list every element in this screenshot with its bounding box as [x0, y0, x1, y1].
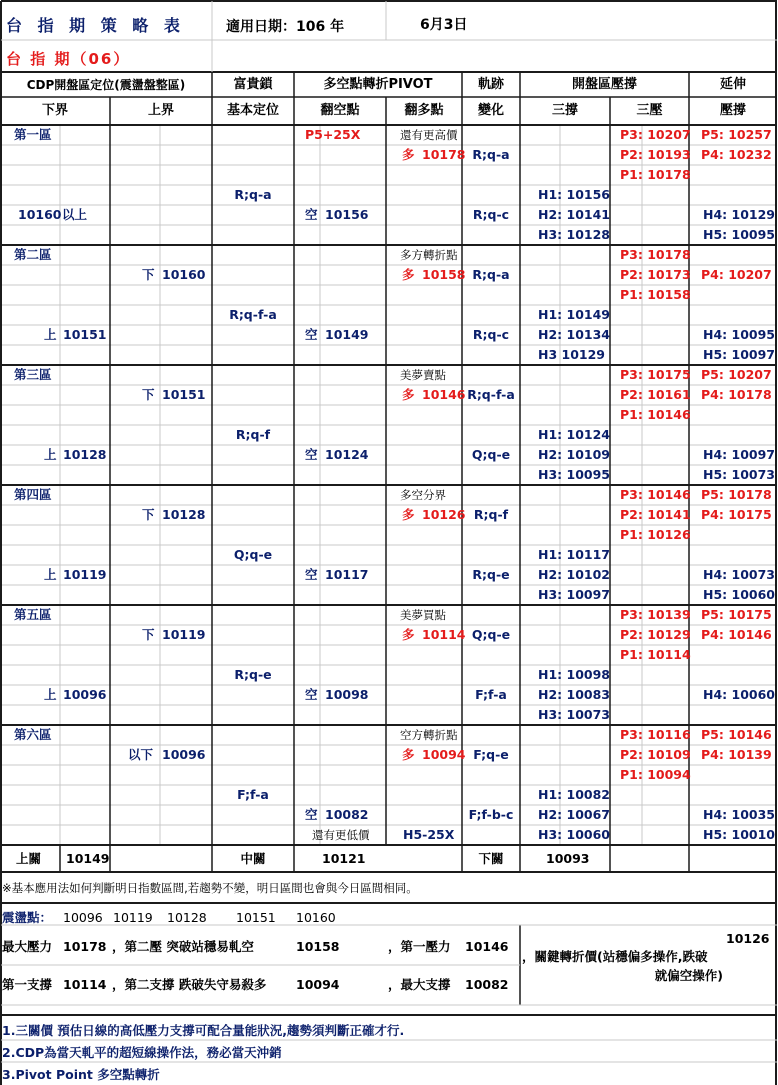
upper-gate-label: 上關 — [16, 851, 42, 866]
zone-lower-value: 10128 — [63, 447, 107, 462]
zone-track-2: R;q-c — [472, 207, 510, 222]
zone-extend-2: P4: 10139 — [701, 747, 772, 762]
zone-lower-note: 上 — [44, 447, 57, 462]
zone-resist-2: P2: 10109 — [620, 747, 691, 762]
zone-long-note: 還有更高價 — [400, 128, 458, 142]
long-mark-icon: 多 — [402, 507, 415, 522]
zone-resist-2: P2: 10173 — [620, 267, 691, 282]
zone-track-1: F;q-e — [473, 747, 509, 762]
zone-name: 第六區 — [14, 727, 52, 742]
footnote-1: 1.三關價 預估日線的高低壓力支撐可配合量能狀況,趨勢須判斷正確才行. — [2, 1023, 405, 1038]
zone-track-2: F;f-b-c — [468, 807, 514, 822]
long-mark-icon: 多 — [402, 387, 415, 402]
shock-value-2: 10119 — [113, 910, 153, 925]
zone-support-3: H3: 10097 — [538, 587, 610, 602]
zone-long-value: 10114 — [422, 627, 466, 642]
zone-track-1: R;q-f — [473, 507, 509, 522]
header-basic: 基本定位 — [226, 103, 279, 118]
date-label: 適用日期：106 年 — [226, 19, 345, 35]
first-resist-label: ，第一壓力 — [388, 939, 451, 954]
header-low: 下界 — [41, 103, 68, 118]
shock-value-3: 10128 — [167, 910, 207, 925]
zone-resist-1: P3: 10116 — [620, 727, 691, 742]
first-support-label: 第一支撐 — [2, 977, 53, 992]
zone-support-extend-2: H5: 10060 — [703, 587, 775, 602]
max-support-value: 10082 — [465, 977, 509, 992]
zone-pivot-note: P5+25X — [305, 127, 361, 142]
zone-support-1: H1: 10156 — [538, 187, 610, 202]
zone-name: 第二區 — [14, 247, 52, 262]
short-mark-icon: 空 — [305, 447, 318, 462]
zone-upper-note: 下 — [142, 267, 155, 282]
zone-resist-1: P3: 10139 — [620, 607, 691, 622]
zone-long-value: 10126 — [422, 507, 466, 522]
zone-support-2: H2: 10102 — [538, 567, 610, 582]
upper-gate-value: 10149 — [66, 851, 110, 866]
date-value: 6月3日 — [420, 17, 468, 33]
mid-gate-value: 10121 — [322, 851, 366, 866]
key-label-2: 就偏空操作) — [654, 968, 723, 983]
zone-upper-value: 10096 — [162, 747, 206, 762]
first-resist-value: 10146 — [465, 939, 509, 954]
zone-extend-2: P4: 10146 — [701, 627, 772, 642]
basic-note: ※基本應用法如何判斷明日指數區間,若趨勢不變，明日區間也會與今日區間相同。 — [2, 881, 418, 895]
zone-name: 第五區 — [14, 607, 52, 622]
page-title: 台 指 期 策 略 表 — [6, 16, 185, 35]
zone-basic: R;q-a — [234, 187, 272, 202]
header-pivot: 多空點轉折PIVOT — [323, 77, 433, 92]
zone-support-3: H3: 10060 — [538, 827, 610, 842]
zone-lower-value: 10096 — [63, 687, 107, 702]
zone-track-1: R;q-a — [472, 147, 510, 162]
zone-resist-3: P1: 10114 — [620, 647, 691, 662]
zone-pivot-note: 還有更低價 — [312, 828, 370, 842]
zone-track-1: Q;q-e — [471, 627, 511, 642]
zone-lower-note: 上 — [44, 687, 57, 702]
zone-support-extend-2: H5: 10097 — [703, 347, 775, 362]
zone-short-value: 10098 — [325, 687, 369, 702]
zone-extend-1: P5: 10257 — [701, 127, 772, 142]
zone-support-2: H2: 10141 — [538, 207, 610, 222]
zone-lower-value: 10151 — [63, 327, 107, 342]
zone-resist-2: P2: 10193 — [620, 147, 691, 162]
long-mark-icon: 多 — [402, 627, 415, 642]
zone-resist-1: P3: 10175 — [620, 367, 691, 382]
max-resist-label: 最大壓力 — [2, 939, 53, 954]
second-support-value: 10094 — [296, 977, 340, 992]
zone-upper-note: 下 — [142, 627, 155, 642]
zone-support-2: H2: 10067 — [538, 807, 610, 822]
key-label: ，關鍵轉折價(站穩偏多操作,跌破 — [522, 949, 708, 964]
zone-resist-2: P2: 10141 — [620, 507, 691, 522]
zone-basic: R;q-e — [234, 667, 272, 682]
zone-basic: R;q-f — [235, 427, 271, 442]
zone-short-value: 10149 — [325, 327, 369, 342]
zone-support-3: H3: 10073 — [538, 707, 610, 722]
zone-short-value: 10156 — [325, 207, 369, 222]
shock-value-4: 10151 — [236, 910, 276, 925]
zone-name: 第四區 — [14, 487, 52, 502]
zone-basic: F;f-a — [237, 787, 269, 802]
footnote-3: 3.Pivot Point 多空點轉折 — [2, 1067, 160, 1082]
zone-upper-value: 10128 — [162, 507, 206, 522]
zone-long-value: 10178 — [422, 147, 466, 162]
zone-support-extend-1: H4: 10095 — [703, 327, 775, 342]
zone-support-1: H1: 10149 — [538, 307, 610, 322]
zone-support-1: H1: 10082 — [538, 787, 610, 802]
zone-resist-1: P3: 10146 — [620, 487, 691, 502]
header-extend: 延伸 — [719, 77, 746, 92]
long-mark-icon: 多 — [402, 747, 415, 762]
zone-support-extend-2: H5: 10073 — [703, 467, 775, 482]
zone-extend-1: P5: 10175 — [701, 607, 772, 622]
zone-support-1: H1: 10124 — [538, 427, 610, 442]
second-resist-value: 10158 — [296, 939, 340, 954]
zone-short-value: 10124 — [325, 447, 369, 462]
zone-upper-value: 10151 — [162, 387, 206, 402]
zone-support-extend-1: H4: 10060 — [703, 687, 775, 702]
long-mark-icon: 多 — [402, 147, 415, 162]
zone-track-2: Q;q-e — [471, 447, 511, 462]
short-mark-icon: 空 — [305, 327, 318, 342]
zone-long-value: 10158 — [422, 267, 466, 282]
mid-gate-label: 中關 — [240, 851, 266, 866]
zone-track-1: R;q-f-a — [467, 387, 515, 402]
second-resist-label: ，第二壓 突破站穩易軋空 — [112, 939, 254, 954]
zone-resist-3: P1: 10094 — [620, 767, 691, 782]
zone-support-2: H2: 10083 — [538, 687, 610, 702]
long-mark-icon: 多 — [402, 267, 415, 282]
header-change: 變化 — [477, 103, 504, 118]
zone-extend-1: P5: 10207 — [701, 367, 772, 382]
header-high: 上界 — [147, 103, 174, 118]
short-mark-icon: 空 — [305, 567, 318, 582]
zone-support-extend-1: H4: 10129 — [703, 207, 775, 222]
zone-long-note: 空方轉折點 — [400, 728, 458, 742]
zone-support-extend-1: H4: 10035 — [703, 807, 775, 822]
zone-track-1: R;q-a — [472, 267, 510, 282]
header-three-support: 三撐 — [551, 103, 578, 118]
zone-support-extend-1: H4: 10097 — [703, 447, 775, 462]
lower-gate-label: 下關 — [478, 851, 504, 866]
second-support-label: ，第二支撐 跌破失守易殺多 — [112, 977, 267, 992]
zone-lower-value: 10160 — [18, 207, 62, 222]
zone-support-3: H3: 10095 — [538, 467, 610, 482]
zone-upper-note: 以下 — [128, 747, 154, 762]
zone-support-3: H3: 10128 — [538, 227, 610, 242]
zone-resist-2: P2: 10129 — [620, 627, 691, 642]
key-value: 10126 — [726, 931, 770, 946]
zone-support-extend-2: H5: 10010 — [703, 827, 775, 842]
zone-resist-1: P3: 10207 — [620, 127, 691, 142]
zone-long-value: 10146 — [422, 387, 466, 402]
zone-resist-3: P1: 10158 — [620, 287, 691, 302]
zone-lower-note: 以上 — [62, 207, 88, 222]
zone-basic: R;q-f-a — [229, 307, 277, 322]
zone-upper-value: 10160 — [162, 267, 206, 282]
zone-support-1: H1: 10117 — [538, 547, 610, 562]
shock-value-5: 10160 — [296, 910, 336, 925]
shock-label: 震盪點： — [2, 910, 53, 925]
zone-long-value: 10094 — [422, 747, 466, 762]
zone-long-note: 多空分界 — [400, 488, 446, 502]
header-flip-long: 翻多點 — [404, 103, 444, 118]
zone-upper-note: 下 — [142, 387, 155, 402]
lower-gate-value: 10093 — [546, 851, 590, 866]
zone-resist-3: P1: 10126 — [620, 527, 691, 542]
subtitle: 台 指 期（06） — [6, 50, 131, 68]
zone-lower-value: 10119 — [63, 567, 107, 582]
footnote-2: 2.CDP為當天軋平的超短線操作法，務必當天沖銷 — [2, 1045, 282, 1060]
zone-resist-2: P2: 10161 — [620, 387, 691, 402]
h5-25x-label: H5-25X — [403, 827, 455, 842]
zone-resist-3: P1: 10146 — [620, 407, 691, 422]
shock-value-1: 10096 — [63, 910, 103, 925]
header-resist: 壓撐 — [719, 103, 746, 118]
zone-short-value: 10082 — [325, 807, 369, 822]
zone-upper-value: 10119 — [162, 627, 206, 642]
zone-track-2: F;f-a — [475, 687, 507, 702]
zone-upper-note: 下 — [142, 507, 155, 522]
zone-extend-2: P4: 10207 — [701, 267, 772, 282]
zone-support-3: H3 10129 — [538, 347, 605, 362]
zone-support-1: H1: 10098 — [538, 667, 610, 682]
header-track: 軌跡 — [477, 77, 504, 92]
header-lock: 富貴鎖 — [233, 77, 273, 92]
header-support: 開盤區壓撐 — [571, 77, 637, 92]
zone-name: 第一區 — [14, 127, 52, 142]
first-support-value: 10114 — [63, 977, 107, 992]
zone-support-extend-1: H4: 10073 — [703, 567, 775, 582]
zone-name: 第三區 — [14, 367, 52, 382]
max-support-label: ，最大支撐 — [388, 977, 451, 992]
zone-long-note: 美夢賣點 — [400, 368, 446, 382]
zone-support-2: H2: 10134 — [538, 327, 610, 342]
zone-support-2: H2: 10109 — [538, 447, 610, 462]
zone-extend-2: P4: 10178 — [701, 387, 772, 402]
short-mark-icon: 空 — [305, 207, 318, 222]
zone-extend-1: P5: 10146 — [701, 727, 772, 742]
zone-extend-1: P5: 10178 — [701, 487, 772, 502]
zone-track-2: R;q-e — [472, 567, 510, 582]
header-flip-short: 翻空點 — [320, 103, 360, 118]
zone-lower-note: 上 — [44, 567, 57, 582]
zone-extend-2: P4: 10232 — [701, 147, 772, 162]
zone-support-extend-2: H5: 10095 — [703, 227, 775, 242]
header-three-resist: 三壓 — [636, 103, 663, 118]
zone-extend-2: P4: 10175 — [701, 507, 772, 522]
zone-basic: Q;q-e — [233, 547, 273, 562]
header-cdp: CDP開盤區定位(震盪盤整區) — [26, 78, 186, 92]
zone-resist-3: P1: 10178 — [620, 167, 691, 182]
short-mark-icon: 空 — [305, 807, 318, 822]
zone-long-note: 美夢買點 — [400, 608, 446, 622]
zone-track-2: R;q-c — [472, 327, 510, 342]
max-resist-value: 10178 — [63, 939, 107, 954]
zone-lower-note: 上 — [44, 327, 57, 342]
short-mark-icon: 空 — [305, 687, 318, 702]
zone-long-note: 多方轉折點 — [400, 248, 458, 262]
zone-short-value: 10117 — [325, 567, 369, 582]
zone-resist-1: P3: 10178 — [620, 247, 691, 262]
